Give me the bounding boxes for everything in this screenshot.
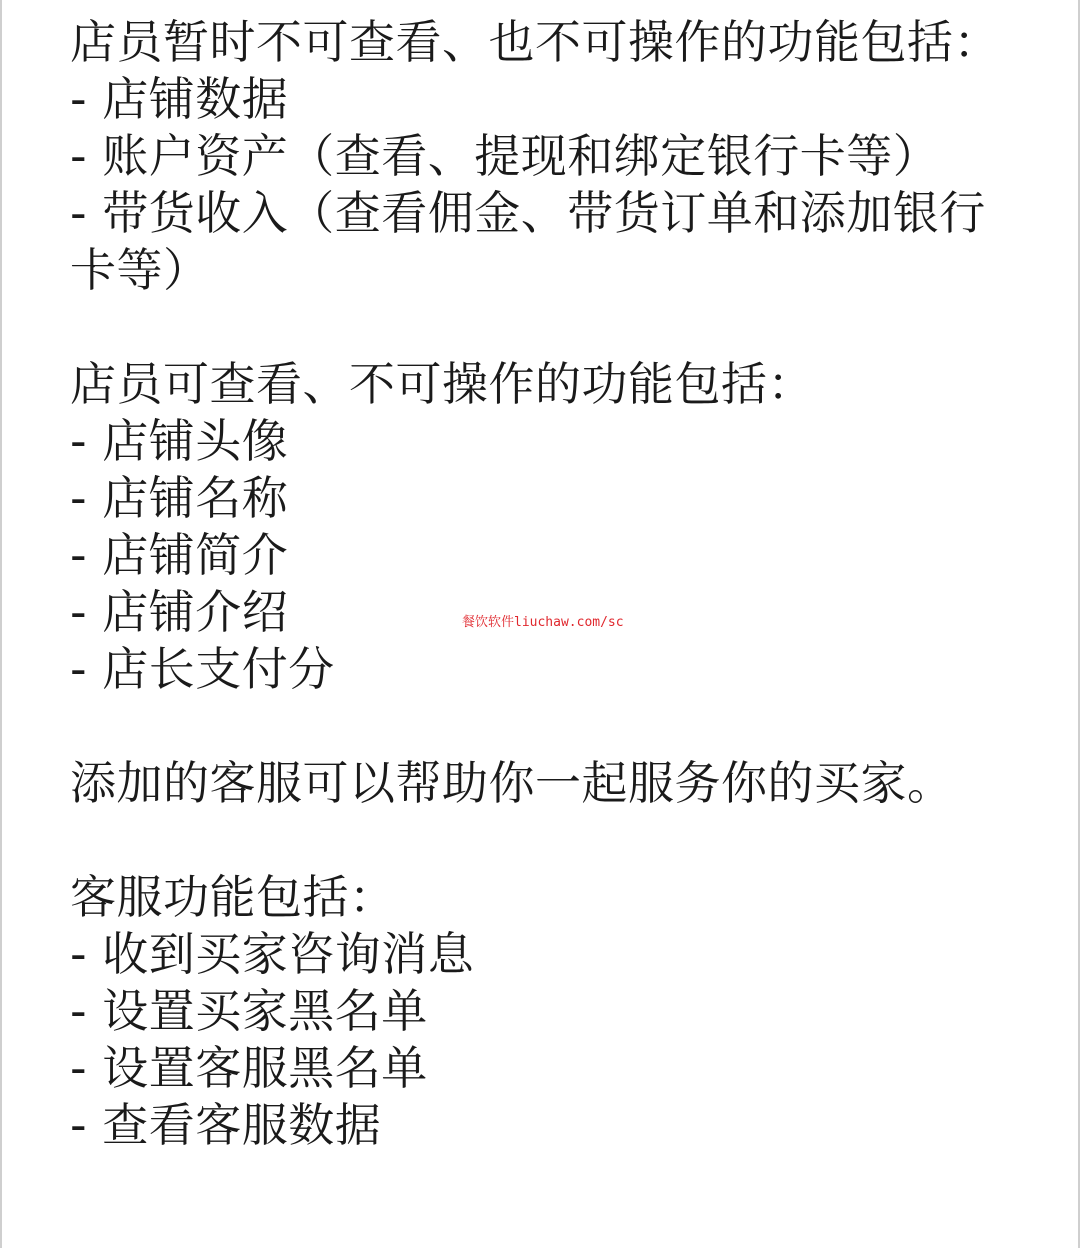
list-item: - 店铺头像: [70, 414, 289, 468]
document-body: [70, 14, 1020, 1154]
list-item: - 店铺介绍: [70, 585, 289, 639]
list-item: - 店铺名称: [70, 471, 289, 525]
list-item: - 收到买家咨询消息: [70, 927, 475, 981]
watermark-text: 餐饮软件liuchaw.com/sc: [462, 615, 624, 630]
customer-service-intro: [70, 755, 1020, 812]
list-item: - 店长支付分: [70, 642, 335, 696]
paragraph-spacer: [70, 812, 1020, 869]
feature-list: [70, 71, 1020, 299]
list-item: - 带货收入（查看佣金、带货订单和添加银行卡等）: [70, 186, 986, 297]
list-item: - 店铺简介: [70, 528, 289, 582]
paragraph-spacer: [70, 299, 1020, 356]
section-heading: 添加的客服可以帮助你一起服务你的买家。: [70, 756, 954, 810]
feature-list: [70, 413, 1020, 698]
paragraph-spacer: [70, 698, 1020, 755]
list-item: - 查看客服数据: [70, 1098, 382, 1152]
feature-list: [70, 926, 1020, 1154]
section-heading: 店员可查看、不可操作的功能包括：: [70, 357, 814, 411]
staff-restricted-section: [70, 14, 1020, 299]
section-heading: 客服功能包括：: [70, 870, 396, 924]
list-item: - 账户资产（查看、提现和绑定银行卡等）: [70, 129, 940, 183]
customer-service-features-section: [70, 869, 1020, 1154]
list-item: - 设置买家黑名单: [70, 984, 428, 1038]
list-item: - 店铺数据: [70, 72, 289, 126]
list-item: - 设置客服黑名单: [70, 1041, 428, 1095]
section-heading: 店员暂时不可查看、也不可操作的功能包括：: [70, 15, 1000, 69]
staff-viewonly-section: [70, 356, 1020, 698]
